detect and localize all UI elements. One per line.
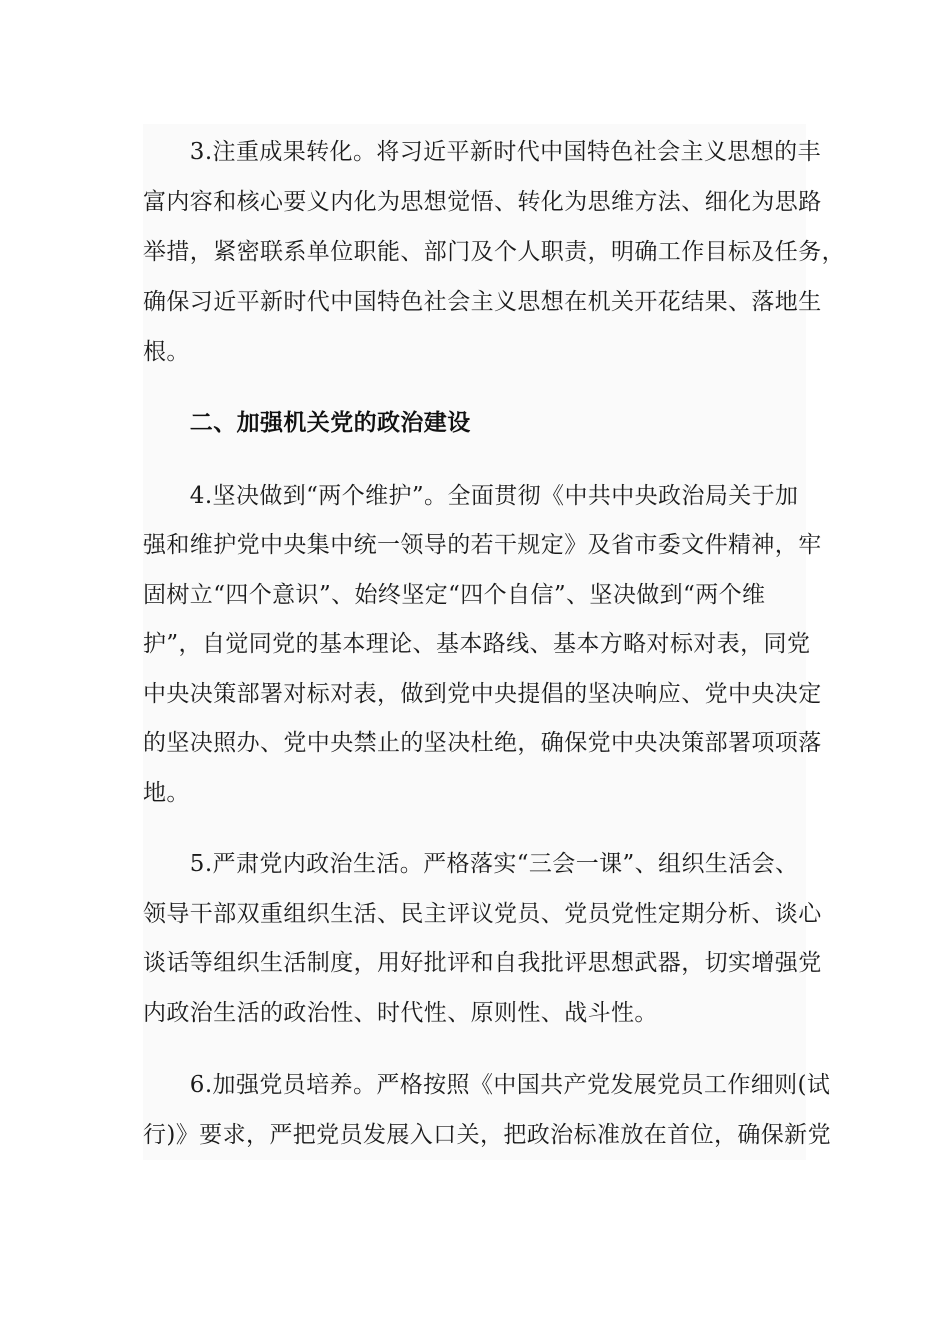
paragraph-3-line-3: 举措，紧密联系单位职能、部门及个人职责，明确工作目标及任务， (143, 239, 845, 265)
paragraph-6-line-1: 6.加强党员培养。严格按照《中国共产党发展党员工作细则(试 (143, 1072, 831, 1098)
paragraph-4-line-2: 强和维护党中央集中统一领导的若干规定》及省市委文件精神，牢 (143, 532, 822, 558)
paragraph-6-line-2: 行)》要求，严把党员发展入口关，把政治标准放在首位，确保新党 (143, 1122, 831, 1148)
section-heading: 二、加强机关党的政治建设 (143, 410, 471, 436)
paragraph-3-line-2: 富内容和核心要义内化为思想觉悟、转化为思维方法、细化为思路 (143, 189, 822, 215)
paragraph-4-line-1: 4.坚决做到“两个维护”。全面贯彻《中共中央政治局关于加 (143, 483, 799, 509)
paragraph-4-line-7: 地。 (143, 780, 190, 806)
paragraph-4-line-5: 中央决策部署对标对表，做到党中央提倡的坚决响应、党中央决定 (143, 681, 822, 707)
paragraph-5-line-4: 内政治生活的政治性、时代性、原则性、战斗性。 (143, 1000, 658, 1026)
paragraph-4-line-4: 护”，自觉同党的基本理论、基本路线、基本方略对标对表，同党 (143, 631, 811, 657)
paragraph-3-line-5: 根。 (143, 339, 190, 365)
paragraph-3-line-1: 3.注重成果转化。将习近平新时代中国特色社会主义思想的丰 (143, 139, 821, 165)
paragraph-3-line-4: 确保习近平新时代中国特色社会主义思想在机关开花结果、落地生 (143, 289, 822, 315)
paragraph-5-line-1: 5.严肃党内政治生活。严格落实“三会一课”、组织生活会、 (143, 851, 799, 877)
paragraph-5-line-2: 领导干部双重组织生活、民主评议党员、党员党性定期分析、谈心 (143, 901, 822, 927)
paragraph-4-line-3: 固树立“四个意识”、始终坚定“四个自信”、坚决做到“两个维 (143, 582, 766, 608)
paragraph-5-line-3: 谈话等组织生活制度，用好批评和自我批评思想武器，切实增强党 (143, 950, 822, 976)
paragraph-4-line-6: 的坚决照办、党中央禁止的坚决杜绝，确保党中央决策部署项项落 (143, 730, 822, 756)
